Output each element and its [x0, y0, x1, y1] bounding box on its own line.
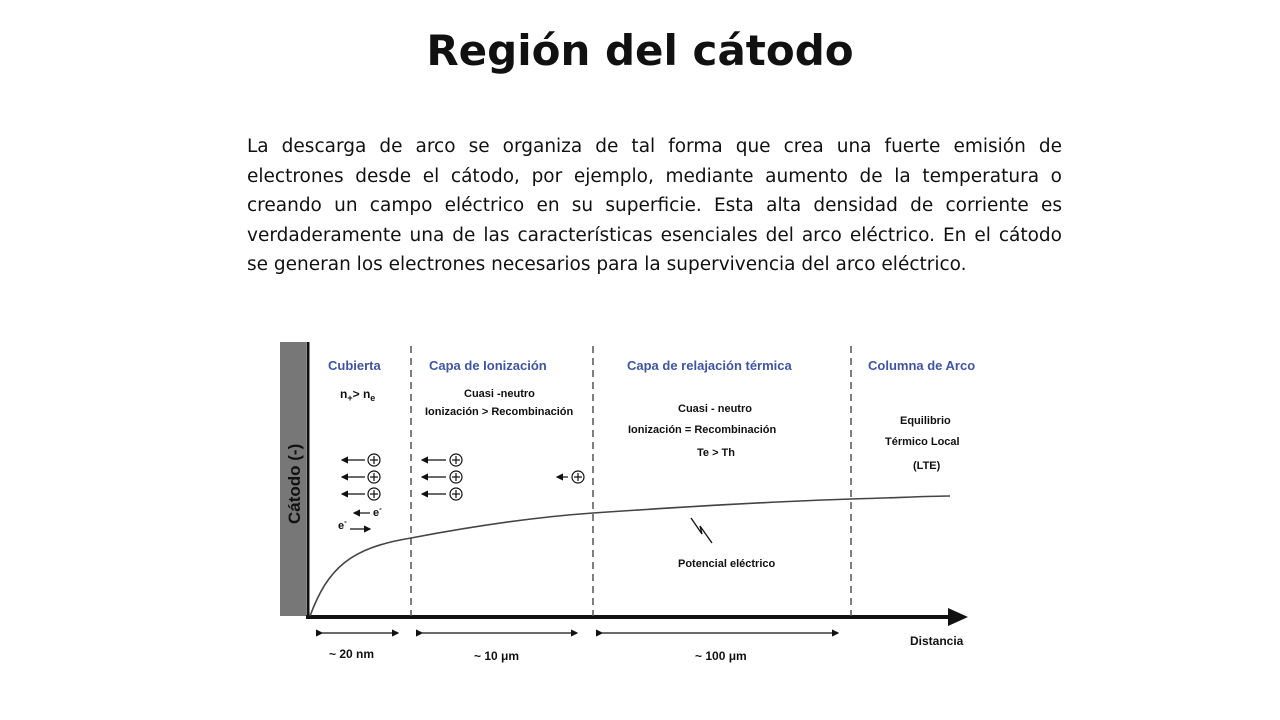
arc-column-line-1: Equilibrio: [900, 415, 951, 427]
width-relaxation: ~ 100 μm: [695, 649, 747, 663]
relaxation-line-1: Cuasi - neutro: [678, 403, 752, 415]
distance-axis-label: Distancia: [910, 634, 964, 648]
electric-potential-curve: [310, 496, 950, 616]
region-title-cubierta: Cubierta: [328, 358, 381, 373]
ionization-line-2: Ionización > Recombinación: [425, 406, 574, 418]
region-title-relajacion: Capa de relajación térmica: [627, 358, 792, 373]
region-title-columna: Columna de Arco: [868, 358, 976, 373]
body-paragraph: La descarga de arco se organiza de tal forma que crea una fuerte emisión de electrones desde el cátodo, por ejemplo, mediante aumento de la temperatura o creando un campo eléctrico en su superficie. Esta alta densidad de corriente es verdaderamente una de las características esenciales del arco eléctrico. En el cátodo se generan los electrones necesarios para la supervivencia del arco eléctrico.: [247, 136, 1062, 275]
sheath-condition: $n_+> n_e$: [340, 387, 376, 403]
relaxation-line-2: Ionización = Recombinación: [628, 424, 777, 436]
slide-title: Región del cátodo: [426, 26, 854, 75]
cathode-region-diagram: [270, 338, 990, 678]
ionization-ion-arrows: [422, 454, 584, 500]
arc-column-line-3: (LTE): [913, 460, 941, 472]
curve-label: Potencial eléctrico: [678, 558, 776, 570]
electron-label-2: e-: [338, 517, 347, 532]
region-title-ionizacion: Capa de Ionización: [429, 358, 547, 373]
ionization-line-1: Cuasi -neutro: [464, 388, 535, 400]
width-sheath: ~ 20 nm: [329, 647, 375, 661]
cathode-label: Cátodo (-): [285, 443, 304, 524]
relaxation-line-3: Te > Th: [697, 447, 735, 459]
width-ionization: ~ 10 μm: [474, 649, 520, 663]
distance-axis-arrowhead: [948, 608, 968, 626]
electron-label-1: e-: [373, 504, 382, 519]
arc-column-line-2: Térmico Local: [885, 436, 960, 448]
curve-pointer: [691, 518, 712, 543]
